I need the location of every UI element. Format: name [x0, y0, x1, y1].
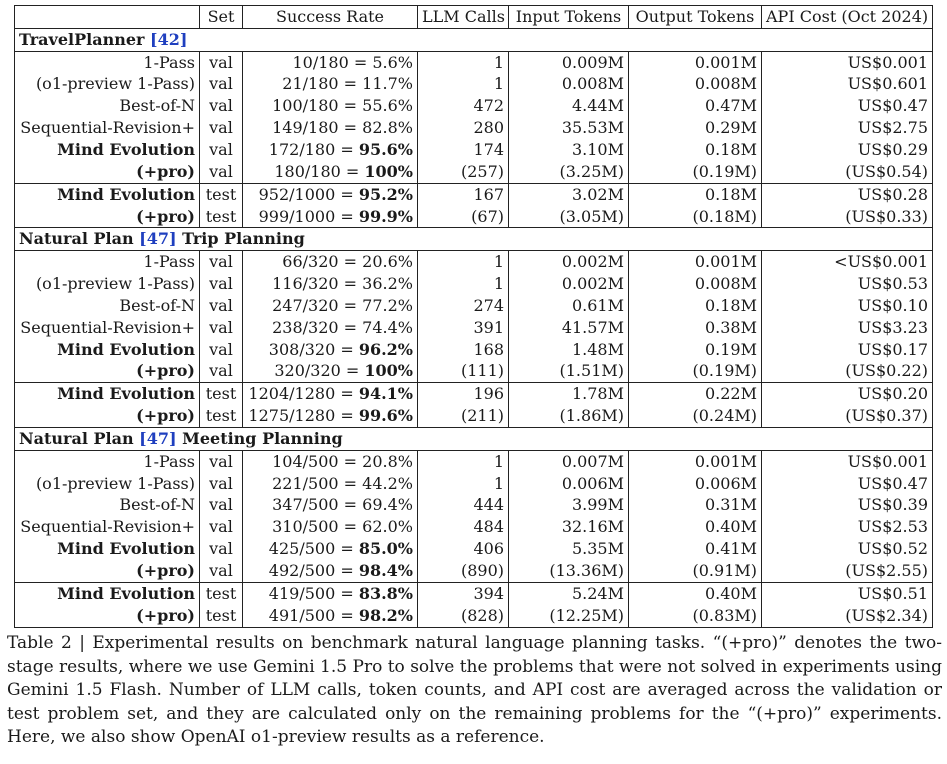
table-row: [15, 383, 933, 405]
output-tokens-cell: 0.008M: [629, 273, 762, 295]
table-row: [15, 405, 933, 427]
success-rate-percent: 98.4%: [358, 561, 413, 581]
success-rate-fraction: 425/500 =: [268, 539, 359, 559]
llm-calls-cell: 174: [418, 139, 509, 161]
method-cell: 1-Pass: [15, 51, 200, 73]
success-rate-cell: [243, 139, 418, 161]
success-rate-cell: [243, 361, 418, 383]
table-row: [15, 273, 933, 295]
method-cell: 1-Pass: [15, 251, 200, 273]
method-cell: Sequential-Revision+: [15, 317, 200, 339]
llm-calls-cell: 1: [418, 273, 509, 295]
table-row: [15, 560, 933, 582]
section-title-text: TravelPlanner: [19, 29, 145, 49]
table-row: [15, 582, 933, 604]
api-cost-cell: US$3.23: [762, 317, 933, 339]
output-tokens-cell: (0.91M): [629, 560, 762, 582]
table-row: [15, 473, 933, 495]
input-tokens-cell: 4.44M: [509, 95, 629, 117]
section-title-text: Natural Plan: [19, 229, 134, 249]
set-cell: val: [200, 273, 243, 295]
set-cell: val: [200, 51, 243, 73]
method-cell: (+pro): [15, 206, 200, 228]
llm-calls-cell: 1: [418, 251, 509, 273]
set-cell: val: [200, 95, 243, 117]
table-row: [15, 251, 933, 273]
output-tokens-cell: 0.41M: [629, 538, 762, 560]
input-tokens-cell: 0.006M: [509, 473, 629, 495]
success-rate-fraction: 104/500 =: [272, 451, 363, 471]
output-tokens-cell: 0.18M: [629, 139, 762, 161]
section-title-text: Natural Plan: [19, 428, 134, 448]
method-cell: (+pro): [15, 605, 200, 627]
success-rate-cell: [243, 383, 418, 405]
success-rate-percent: 5.6%: [372, 52, 413, 72]
success-rate-fraction: 952/1000 =: [258, 184, 359, 204]
success-rate-cell: [243, 450, 418, 472]
success-rate-cell: [243, 516, 418, 538]
header-api-cost: API Cost (Oct 2024): [762, 6, 933, 29]
api-cost-cell: US$0.28: [762, 183, 933, 205]
output-tokens-cell: 0.40M: [629, 516, 762, 538]
success-rate-fraction: 347/500 =: [272, 495, 363, 515]
api-cost-cell: (US$0.54): [762, 161, 933, 183]
success-rate-percent: 99.6%: [358, 406, 413, 426]
api-cost-cell: US$0.53: [762, 273, 933, 295]
success-rate-fraction: 247/320 =: [272, 295, 363, 315]
section-header-row: [15, 228, 933, 251]
api-cost-cell: US$0.001: [762, 450, 933, 472]
llm-calls-cell: 1: [418, 74, 509, 96]
method-cell: (+pro): [15, 361, 200, 383]
success-rate-percent: 100%: [364, 361, 413, 381]
llm-calls-cell: 391: [418, 317, 509, 339]
method-cell: Mind Evolution: [15, 383, 200, 405]
method-cell: Mind Evolution: [15, 582, 200, 604]
success-rate-fraction: 221/500 =: [272, 473, 363, 493]
success-rate-percent: 74.4%: [362, 317, 413, 337]
success-rate-percent: 11.7%: [362, 74, 413, 94]
output-tokens-cell: 0.18M: [629, 183, 762, 205]
output-tokens-cell: 0.001M: [629, 251, 762, 273]
table-row: [15, 117, 933, 139]
table-row: [15, 361, 933, 383]
method-cell: Sequential-Revision+: [15, 117, 200, 139]
output-tokens-cell: 0.40M: [629, 582, 762, 604]
header-success-rate: Success Rate: [243, 6, 418, 29]
llm-calls-cell: (111): [418, 361, 509, 383]
set-cell: val: [200, 139, 243, 161]
success-rate-fraction: 66/320 =: [282, 252, 363, 272]
input-tokens-cell: (12.25M): [509, 605, 629, 627]
set-cell: test: [200, 183, 243, 205]
success-rate-percent: 83.8%: [358, 583, 413, 603]
table-body: [15, 28, 933, 627]
success-rate-cell: [243, 339, 418, 361]
llm-calls-cell: 168: [418, 339, 509, 361]
llm-calls-cell: (211): [418, 405, 509, 427]
api-cost-cell: US$0.47: [762, 95, 933, 117]
table-row: [15, 295, 933, 317]
success-rate-percent: 69.4%: [362, 495, 413, 515]
input-tokens-cell: (3.25M): [509, 161, 629, 183]
success-rate-cell: [243, 605, 418, 627]
llm-calls-cell: 274: [418, 295, 509, 317]
set-cell: val: [200, 516, 243, 538]
success-rate-cell: [243, 295, 418, 317]
api-cost-cell: US$0.601: [762, 74, 933, 96]
method-cell: 1-Pass: [15, 450, 200, 472]
success-rate-cell: [243, 560, 418, 582]
success-rate-fraction: 149/180 =: [272, 118, 363, 138]
success-rate-fraction: 308/320 =: [268, 339, 359, 359]
success-rate-percent: 55.6%: [362, 96, 413, 116]
success-rate-fraction: 1204/1280 =: [248, 384, 359, 404]
input-tokens-cell: 1.48M: [509, 339, 629, 361]
success-rate-percent: 96.2%: [358, 339, 413, 359]
success-rate-fraction: 238/320 =: [272, 317, 363, 337]
success-rate-percent: 100%: [364, 161, 413, 181]
input-tokens-cell: 0.009M: [509, 51, 629, 73]
llm-calls-cell: 444: [418, 495, 509, 517]
input-tokens-cell: 35.53M: [509, 117, 629, 139]
api-cost-cell: US$0.17: [762, 339, 933, 361]
api-cost-cell: US$0.47: [762, 473, 933, 495]
method-cell: Best-of-N: [15, 95, 200, 117]
set-cell: val: [200, 450, 243, 472]
method-cell: Mind Evolution: [15, 183, 200, 205]
success-rate-fraction: 100/180 =: [272, 96, 363, 116]
llm-calls-cell: 1: [418, 473, 509, 495]
set-cell: val: [200, 339, 243, 361]
section-header-row: [15, 28, 933, 51]
input-tokens-cell: 3.02M: [509, 183, 629, 205]
success-rate-fraction: 21/180 =: [282, 74, 363, 94]
success-rate-cell: [243, 117, 418, 139]
set-cell: test: [200, 582, 243, 604]
api-cost-cell: (US$2.55): [762, 560, 933, 582]
success-rate-fraction: 116/320 =: [272, 274, 363, 294]
table-row: [15, 206, 933, 228]
success-rate-percent: 95.6%: [358, 139, 413, 159]
api-cost-cell: US$0.20: [762, 383, 933, 405]
llm-calls-cell: 484: [418, 516, 509, 538]
method-cell: (+pro): [15, 405, 200, 427]
llm-calls-cell: (67): [418, 206, 509, 228]
api-cost-cell: US$0.29: [762, 139, 933, 161]
llm-calls-cell: 196: [418, 383, 509, 405]
api-cost-cell: US$0.52: [762, 538, 933, 560]
header-output-tokens: Output Tokens: [629, 6, 762, 29]
set-cell: test: [200, 605, 243, 627]
citation-link[interactable]: [47]: [139, 428, 177, 448]
success-rate-fraction: 320/320 =: [274, 361, 365, 381]
success-rate-percent: 36.2%: [362, 274, 413, 294]
llm-calls-cell: 1: [418, 51, 509, 73]
table-row: [15, 139, 933, 161]
header-set: Set: [200, 6, 243, 29]
table-row: [15, 450, 933, 472]
table-row: [15, 95, 933, 117]
input-tokens-cell: (13.36M): [509, 560, 629, 582]
table-header-row: [15, 6, 933, 29]
success-rate-cell: [243, 405, 418, 427]
success-rate-fraction: 999/1000 =: [258, 206, 359, 226]
llm-calls-cell: 472: [418, 95, 509, 117]
api-cost-cell: (US$0.33): [762, 206, 933, 228]
section-header-row: [15, 428, 933, 451]
llm-calls-cell: 394: [418, 582, 509, 604]
table-row: [15, 339, 933, 361]
success-rate-fraction: 492/500 =: [268, 561, 359, 581]
method-cell: Best-of-N: [15, 495, 200, 517]
set-cell: test: [200, 405, 243, 427]
section-title: [15, 228, 933, 251]
success-rate-fraction: 180/180 =: [274, 161, 365, 181]
success-rate-cell: [243, 273, 418, 295]
success-rate-cell: [243, 183, 418, 205]
table-row: [15, 161, 933, 183]
method-cell: Mind Evolution: [15, 339, 200, 361]
method-cell: (o1-preview 1-Pass): [15, 74, 200, 96]
method-cell: (+pro): [15, 560, 200, 582]
success-rate-percent: 20.8%: [362, 451, 413, 471]
method-cell: Mind Evolution: [15, 538, 200, 560]
llm-calls-cell: 167: [418, 183, 509, 205]
set-cell: val: [200, 117, 243, 139]
set-cell: val: [200, 473, 243, 495]
set-cell: val: [200, 295, 243, 317]
citation-link[interactable]: [42]: [150, 29, 188, 49]
success-rate-cell: [243, 538, 418, 560]
success-rate-cell: [243, 582, 418, 604]
api-cost-cell: US$0.51: [762, 582, 933, 604]
output-tokens-cell: 0.19M: [629, 339, 762, 361]
input-tokens-cell: 0.61M: [509, 295, 629, 317]
success-rate-cell: [243, 95, 418, 117]
success-rate-fraction: 310/500 =: [272, 517, 363, 537]
output-tokens-cell: 0.18M: [629, 295, 762, 317]
table-row: [15, 516, 933, 538]
output-tokens-cell: (0.83M): [629, 605, 762, 627]
success-rate-cell: [243, 251, 418, 273]
api-cost-cell: <US$0.001: [762, 251, 933, 273]
api-cost-cell: US$0.10: [762, 295, 933, 317]
output-tokens-cell: 0.47M: [629, 95, 762, 117]
llm-calls-cell: (257): [418, 161, 509, 183]
output-tokens-cell: 0.29M: [629, 117, 762, 139]
success-rate-fraction: 10/180 =: [292, 52, 373, 72]
set-cell: val: [200, 538, 243, 560]
set-cell: val: [200, 317, 243, 339]
success-rate-percent: 85.0%: [358, 539, 413, 559]
api-cost-cell: US$2.53: [762, 516, 933, 538]
section-title-suffix: Meeting Planning: [176, 428, 343, 448]
input-tokens-cell: (1.86M): [509, 405, 629, 427]
table-row: [15, 605, 933, 627]
success-rate-cell: [243, 74, 418, 96]
header-llm-calls: LLM Calls: [418, 6, 509, 29]
input-tokens-cell: 0.008M: [509, 74, 629, 96]
success-rate-cell: [243, 317, 418, 339]
input-tokens-cell: 5.24M: [509, 582, 629, 604]
set-cell: val: [200, 361, 243, 383]
header-method: [15, 6, 200, 29]
success-rate-fraction: 491/500 =: [268, 605, 359, 625]
success-rate-percent: 98.2%: [358, 605, 413, 625]
output-tokens-cell: 0.001M: [629, 51, 762, 73]
output-tokens-cell: 0.006M: [629, 473, 762, 495]
input-tokens-cell: 32.16M: [509, 516, 629, 538]
table-row: [15, 538, 933, 560]
input-tokens-cell: 41.57M: [509, 317, 629, 339]
success-rate-cell: [243, 495, 418, 517]
table-row: [15, 74, 933, 96]
api-cost-cell: (US$0.37): [762, 405, 933, 427]
header-input-tokens: Input Tokens: [509, 6, 629, 29]
method-cell: Best-of-N: [15, 295, 200, 317]
success-rate-cell: [243, 161, 418, 183]
success-rate-percent: 44.2%: [362, 473, 413, 493]
input-tokens-cell: 5.35M: [509, 538, 629, 560]
output-tokens-cell: (0.19M): [629, 161, 762, 183]
output-tokens-cell: 0.001M: [629, 450, 762, 472]
citation-link[interactable]: [47]: [139, 229, 177, 249]
input-tokens-cell: 0.002M: [509, 273, 629, 295]
table-row: [15, 317, 933, 339]
section-title: [15, 428, 933, 451]
output-tokens-cell: (0.19M): [629, 361, 762, 383]
llm-calls-cell: 406: [418, 538, 509, 560]
success-rate-percent: 82.8%: [362, 118, 413, 138]
set-cell: val: [200, 495, 243, 517]
api-cost-cell: (US$2.34): [762, 605, 933, 627]
method-cell: (+pro): [15, 161, 200, 183]
success-rate-fraction: 1275/1280 =: [248, 406, 359, 426]
input-tokens-cell: 1.78M: [509, 383, 629, 405]
api-cost-cell: (US$0.22): [762, 361, 933, 383]
set-cell: val: [200, 251, 243, 273]
success-rate-percent: 77.2%: [362, 295, 413, 315]
set-cell: val: [200, 74, 243, 96]
input-tokens-cell: 3.10M: [509, 139, 629, 161]
output-tokens-cell: 0.008M: [629, 74, 762, 96]
input-tokens-cell: (3.05M): [509, 206, 629, 228]
success-rate-percent: 95.2%: [358, 184, 413, 204]
success-rate-percent: 20.6%: [362, 252, 413, 272]
success-rate-cell: [243, 206, 418, 228]
llm-calls-cell: (828): [418, 605, 509, 627]
input-tokens-cell: 0.007M: [509, 450, 629, 472]
output-tokens-cell: (0.18M): [629, 206, 762, 228]
section-title: [15, 28, 933, 51]
section-title-suffix: Trip Planning: [176, 229, 305, 249]
set-cell: val: [200, 560, 243, 582]
llm-calls-cell: 1: [418, 450, 509, 472]
input-tokens-cell: 3.99M: [509, 495, 629, 517]
success-rate-fraction: 419/500 =: [268, 583, 359, 603]
success-rate-cell: [243, 51, 418, 73]
success-rate-fraction: 172/180 =: [268, 139, 359, 159]
method-cell: Sequential-Revision+: [15, 516, 200, 538]
table-row: [15, 51, 933, 73]
input-tokens-cell: 0.002M: [509, 251, 629, 273]
output-tokens-cell: 0.31M: [629, 495, 762, 517]
method-cell: (o1-preview 1-Pass): [15, 273, 200, 295]
output-tokens-cell: 0.22M: [629, 383, 762, 405]
output-tokens-cell: (0.24M): [629, 405, 762, 427]
success-rate-cell: [243, 473, 418, 495]
api-cost-cell: US$0.001: [762, 51, 933, 73]
method-cell: Mind Evolution: [15, 139, 200, 161]
llm-calls-cell: (890): [418, 560, 509, 582]
api-cost-cell: US$2.75: [762, 117, 933, 139]
output-tokens-cell: 0.38M: [629, 317, 762, 339]
success-rate-percent: 62.0%: [362, 517, 413, 537]
success-rate-percent: 99.9%: [358, 206, 413, 226]
table-row: [15, 495, 933, 517]
success-rate-percent: 94.1%: [358, 384, 413, 404]
api-cost-cell: US$0.39: [762, 495, 933, 517]
set-cell: test: [200, 206, 243, 228]
set-cell: test: [200, 383, 243, 405]
table-row: [15, 183, 933, 205]
llm-calls-cell: 280: [418, 117, 509, 139]
results-table: [14, 5, 933, 628]
method-cell: (o1-preview 1-Pass): [15, 473, 200, 495]
set-cell: val: [200, 161, 243, 183]
input-tokens-cell: (1.51M): [509, 361, 629, 383]
table-caption: Table 2 | Experimental results on benchmark natural language planning tasks. “(+pro)” denotes the two-stage results, where we use Gemini 1.5 Pro to solve the problems that were not solved in experiments using Gemini 1.5 Flash. Number of LLM calls, token counts, and API cost are averaged across the validation or test problem set, and they are calculated only on the remaining problems for the “(+pro)” experiments. Here, we also show OpenAI o1-preview results as a reference.: [7, 633, 942, 747]
